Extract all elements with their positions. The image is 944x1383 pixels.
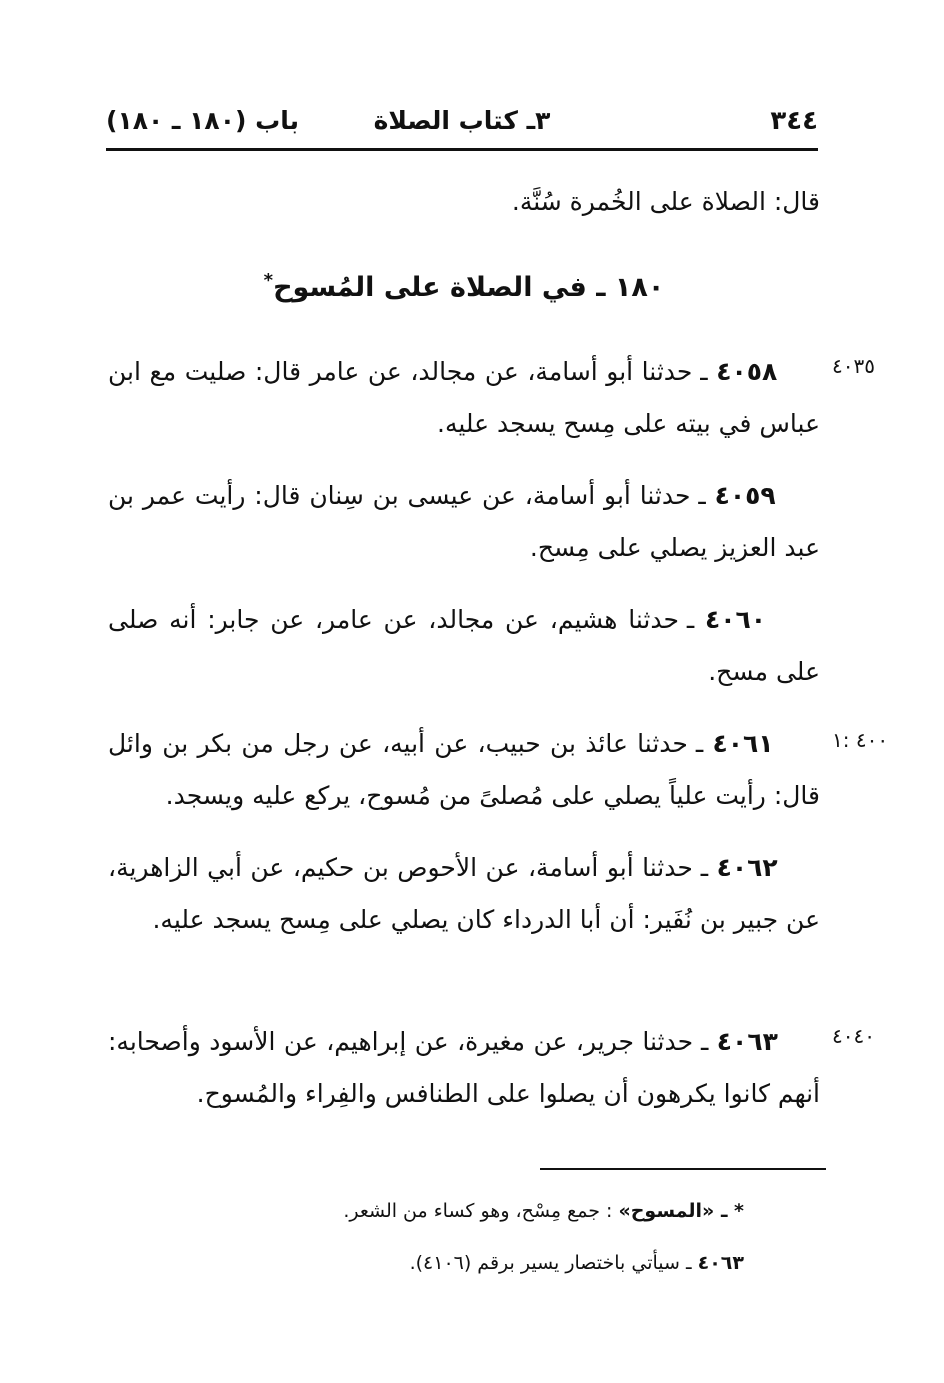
footnote-text: : جمع مِسْح، وهو كساء من الشعر. xyxy=(343,1200,613,1222)
hadith-number: ٤٠٦٣ xyxy=(716,1027,778,1056)
section-title-text: ١٨٠ ـ في الصلاة على المُسوح xyxy=(273,272,665,303)
chapter-range: باب (١٨٠ ـ ١٨٠) xyxy=(106,106,299,135)
footnote-lead: ٤٠٦٣ xyxy=(697,1252,744,1274)
intro-text: قال: الصلاة على الخُمرة سُنَّة. xyxy=(511,187,820,216)
margin-ref: ٤٠٣٥ xyxy=(832,354,875,378)
section-title xyxy=(108,270,820,303)
book-title: ٣ـ كتاب الصلاة xyxy=(373,106,551,135)
hadith-4060 xyxy=(108,594,820,698)
hadith-number: ٤٠٦٢ xyxy=(716,853,778,882)
hadith-4061 xyxy=(108,718,820,822)
header-rule xyxy=(106,148,818,151)
hadith-text: ـ حدثنا هشيم، عن مجالد، عن عامر، عن جابر: أنه صلى على مسح. xyxy=(108,605,820,686)
hadith-text: ـ حدثنا أبو أسامة، عن عيسى بن سِنان قال: رأيت عمر بن عبد العزيز يصلي على مِسح. xyxy=(108,481,820,562)
hadith-number: ٤٠٥٩ xyxy=(714,481,776,510)
page-header xyxy=(106,100,818,144)
footnote xyxy=(108,1248,744,1278)
hadith-text: ـ حدثنا أبو أسامة، عن الأحوص بن حكيم، عن أبي الزاهرية، عن جبير بن نُفَير: أن أبا الدرداء كان يصلي على مِسح يسجد عليه. xyxy=(108,853,820,934)
hadith-text: ـ حدثنا عائذ بن حبيب، عن أبيه، عن رجل من بكر بن وائل قال: رأيت علياً يصلي على مُصلىً من مُسوح، يركع عليه ويسجد. xyxy=(108,729,820,810)
section-title-marker: * xyxy=(263,270,274,291)
hadith-4063 xyxy=(108,1016,820,1120)
hadith-number: ٤٠٦١ xyxy=(712,729,774,758)
margin-ref: ٤٠٠ :١ xyxy=(832,728,889,752)
hadith-4062 xyxy=(108,842,820,946)
footnote-text: ـ سيأتي باختصار يسير برقم (٤١٠٦). xyxy=(409,1252,692,1274)
hadith-4059 xyxy=(108,470,820,574)
hadith-number: ٤٠٥٨ xyxy=(716,357,778,386)
margin-ref: ٤٠٤٠ xyxy=(832,1024,875,1048)
footnote-lead: * ـ «المسوح» xyxy=(618,1200,744,1222)
footnote xyxy=(108,1196,744,1226)
footnote-rule xyxy=(540,1168,826,1170)
hadith-number: ٤٠٦٠ xyxy=(705,605,767,634)
hadith-text: ـ حدثنا أبو أسامة، عن مجالد، عن عامر قال: صليت مع ابن عباس في بيته على مِسح يسجد عليه. xyxy=(108,357,820,438)
page-number: ٣٤٤ xyxy=(770,106,818,136)
hadith-text: ـ حدثنا جرير، عن مغيرة، عن إبراهيم، عن الأسود وأصحابه: أنهم كانوا يكرهون أن يصلوا على الطنافس والفِراء والمُسوح. xyxy=(108,1027,820,1108)
hadith-4058 xyxy=(108,346,820,450)
